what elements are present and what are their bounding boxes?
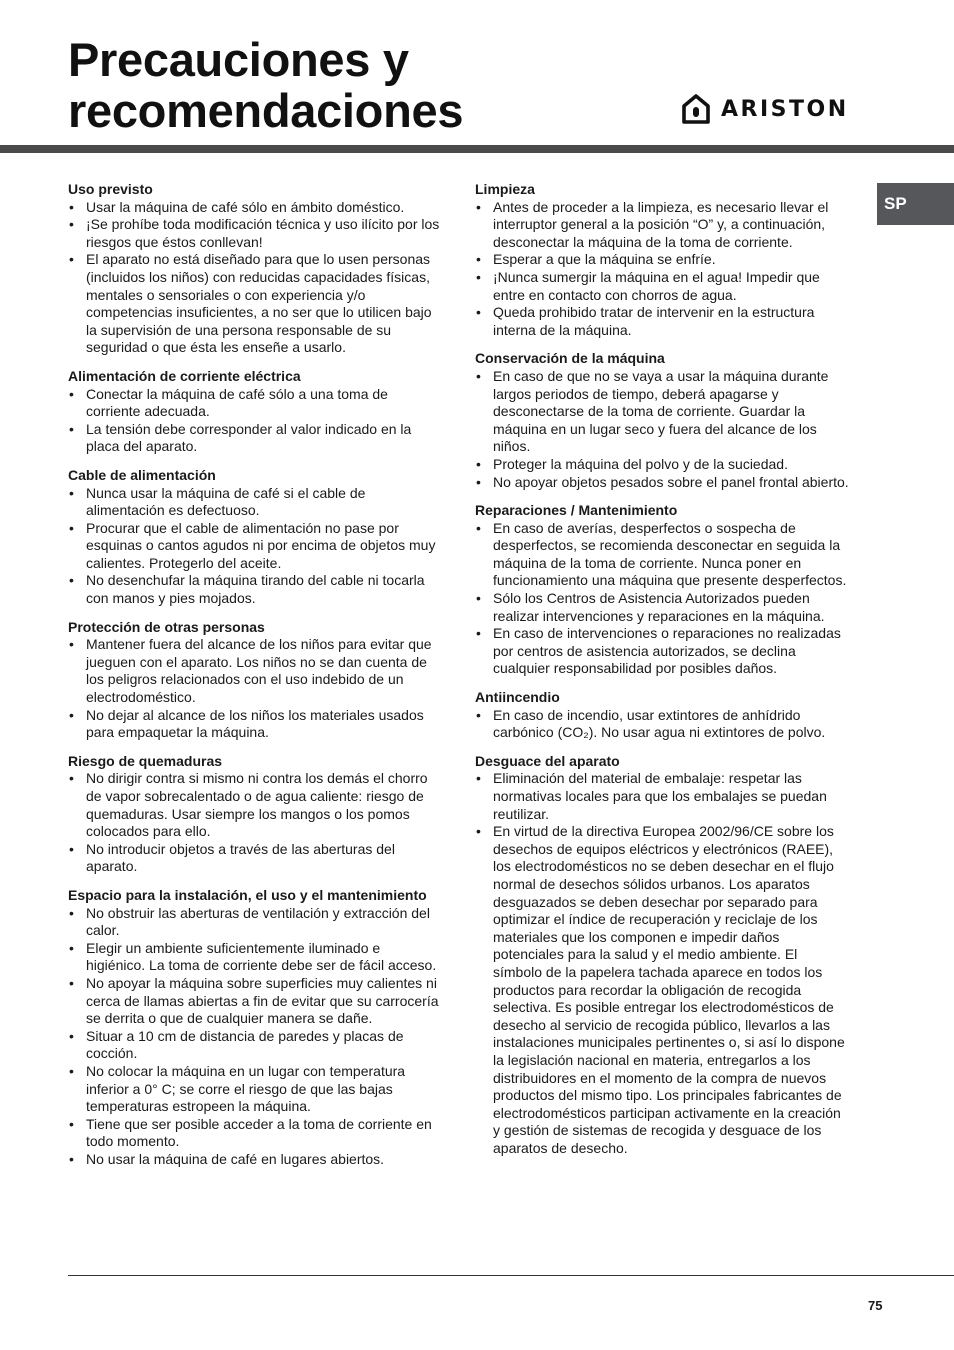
section — [68, 181, 440, 357]
section — [475, 753, 850, 1158]
bullet-list — [68, 386, 440, 456]
section-title: Cable de alimentación — [68, 466, 216, 483]
list-item: • No apoyar la máquina sobre superficies muy calientes ni cerca de llamas abiertas a fin de evitar que su carrocería se derrita o que de cualquier manera se dañe. — [68, 975, 440, 1028]
bullet-list — [68, 905, 440, 1169]
list-item: • Esperar a que la máquina se enfríe. — [475, 251, 850, 269]
brand-logo — [682, 94, 849, 124]
list-item: • Eliminación del material de embalaje: respetar las normativas locales para que los embalajes se puedan reutilizar. — [475, 770, 850, 823]
section — [68, 368, 440, 456]
section-title: Limpieza — [475, 181, 535, 197]
bullet-list — [475, 707, 850, 742]
list-item: • Nunca usar la máquina de café si el cable de alimentación es defectuoso. — [68, 485, 440, 520]
list-item: • Queda prohibido tratar de intervenir en la estructura interna de la máquina. — [475, 304, 850, 339]
bullet-list — [68, 485, 440, 608]
section — [68, 619, 440, 742]
section-title: Antiincendio — [475, 689, 560, 706]
header-divider — [0, 145, 954, 153]
list-item: • No apoyar objetos pesados sobre el panel frontal abierto. — [475, 474, 850, 492]
list-item: • No desenchufar la máquina tirando del cable ni tocarla con manos y pies mojados. — [68, 572, 440, 607]
list-item: • ¡Se prohíbe toda modificación técnica y uso ilícito por los riesgos que éstos conllevan! — [68, 216, 440, 251]
left-column — [68, 181, 440, 1179]
ariston-house-icon — [682, 94, 710, 124]
section-title: Alimentación de corriente eléctrica — [68, 367, 301, 384]
list-item: • No dirigir contra si mismo ni contra los demás el chorro de vapor sobrecalentado o de agua caliente: riesgo de quemaduras. Usar siempre los mangos o los pomos colocados para ello. — [68, 770, 440, 840]
section — [475, 181, 850, 339]
list-item: • En caso de que no se vaya a usar la máquina durante largos periodos de tiempo, deberá apagarse y desconectarse de la toma de corriente. Guardar la máquina en un lugar seco y fuera del alcance de los niños. — [475, 368, 850, 456]
list-item: • En caso de incendio, usar extintores de anhídrido carbónico (CO₂). No usar agua ni extintores de polvo. — [475, 707, 850, 742]
title-line-1: Precauciones y — [68, 33, 409, 86]
section — [475, 689, 850, 742]
bullet-list — [68, 199, 440, 357]
list-item: • En caso de intervenciones o reparaciones no realizadas por centros de asistencia autorizados, se declina cualquier responsabilidad por posibles daños. — [475, 625, 850, 678]
list-item: • Conectar la máquina de café sólo a una toma de corriente adecuada. — [68, 386, 440, 421]
list-item: • No obstruir las aberturas de ventilación y extracción del calor. — [68, 905, 440, 940]
list-item: • Mantener fuera del alcance de los niños para evitar que jueguen con el aparato. Los niños no se dan cuenta de los peligros relacionados con el uso indebido de un electrodoméstico. — [68, 636, 440, 706]
section — [68, 753, 440, 876]
bullet-list — [475, 368, 850, 491]
list-item: • ¡Nunca sumergir la máquina en el agua! Impedir que entre en contacto con chorros de agua. — [475, 269, 850, 304]
section-title: Espacio para la instalación, el uso y el mantenimiento — [68, 886, 427, 903]
list-item: • Situar a 10 cm de distancia de paredes y placas de cocción. — [68, 1028, 440, 1063]
list-item: • Usar la máquina de café sólo en ámbito doméstico. — [68, 199, 440, 217]
section-title: Uso previsto — [68, 181, 153, 197]
section-title: Protección de otras personas — [68, 618, 265, 635]
bullet-list — [475, 770, 850, 1157]
list-item: • No usar la máquina de café en lugares abiertos. — [68, 1151, 440, 1169]
list-item: • No dejar al alcance de los niños los materiales usados para empaquetar la máquina. — [68, 707, 440, 742]
brand-name: ARISTON — [721, 96, 849, 122]
section — [475, 502, 850, 678]
list-item: • La tensión debe corresponder al valor indicado en la placa del aparato. — [68, 421, 440, 456]
footer-divider — [68, 1275, 954, 1276]
bullet-list — [475, 199, 850, 340]
language-tab: SP — [877, 183, 954, 225]
list-item: • En caso de averías, desperfectos o sospecha de desperfectos, se recomienda desconectar en seguida la máquina de la toma de corriente. Nunca poner en funcionamiento una máquina que presente desperfectos. — [475, 520, 850, 590]
section — [68, 887, 440, 1169]
list-item: • Tiene que ser posible acceder a la toma de corriente en todo momento. — [68, 1116, 440, 1151]
bullet-list — [68, 770, 440, 876]
right-column — [475, 181, 850, 1168]
section-title: Conservación de la máquina — [475, 350, 665, 367]
page-number: 75 — [868, 1298, 883, 1313]
bullet-list — [475, 520, 850, 678]
section-title: Riesgo de quemaduras — [68, 752, 223, 769]
section — [68, 467, 440, 608]
page-title — [68, 34, 463, 136]
list-item: • Procurar que el cable de alimentación no pase por esquinas o cantos agudos ni por encima de objetos muy calientes. Protegerlo del aceite. — [68, 520, 440, 573]
list-item: • En virtud de la directiva Europea 2002/96/CE sobre los desechos de equipos eléctricos y electrónicos (RAEE), los electrodomésticos no se deben desechar en el flujo normal de desechos sólidos urbanos. Los aparatos desguazados se deben desechar por separado para optimizar el índice de recuperación y reciclaje de los materiales que los componen e impedir daños potenciales para la salud y el medio ambiente. El símbolo de la papelera tachada aparece en todos los productos para recordar la obligación de recogida selectiva. Es posible entregar los electrodomésticos de desecho al servicio de recogida público, llevarlos a las instalaciones municipales pertinentes o, si así lo dispone la legislación nacional en materia, entregarlos a los distribuidores en el momento de la compra de nuevos productos del mismo tipo. Los principales fabricantes de electrodomésticos participan activamente en la creación y gestión de sistemas de recogida y desguace de los aparatos de desecho. — [475, 823, 850, 1157]
bullet-list — [68, 636, 440, 742]
section-title: Reparaciones / Mantenimiento — [475, 502, 678, 519]
list-item: • El aparato no está diseñado para que lo usen personas (incluidos los niños) con reducidas capacidades físicas, mentales o sensoriales o con experiencia y/o competencias insuficientes, a no ser que lo utilicen bajo la supervisión de una persona responsable de su seguridad o que ésta les enseñe a usarlo. — [68, 251, 440, 357]
list-item: • Antes de proceder a la limpieza, es necesario llevar el interruptor general a la posición “O” y, a continuación, desconectar la máquina de la toma de corriente. — [475, 199, 850, 252]
list-item: • Proteger la máquina del polvo y de la suciedad. — [475, 456, 850, 474]
section — [475, 350, 850, 491]
list-item: • No colocar la máquina en un lugar con temperatura inferior a 0° C; se corre el riesgo de que las bajas temperaturas estropeen la máquina. — [68, 1063, 440, 1116]
list-item: • No introducir objetos a través de las aberturas del aparato. — [68, 841, 440, 876]
list-item: • Sólo los Centros de Asistencia Autorizados pueden realizar intervenciones y reparaciones en la máquina. — [475, 590, 850, 625]
list-item: • Elegir un ambiente suficientemente iluminado e higiénico. La toma de corriente debe ser de fácil acceso. — [68, 940, 440, 975]
section-title: Desguace del aparato — [475, 752, 620, 769]
title-line-2: recomendaciones — [68, 84, 464, 137]
